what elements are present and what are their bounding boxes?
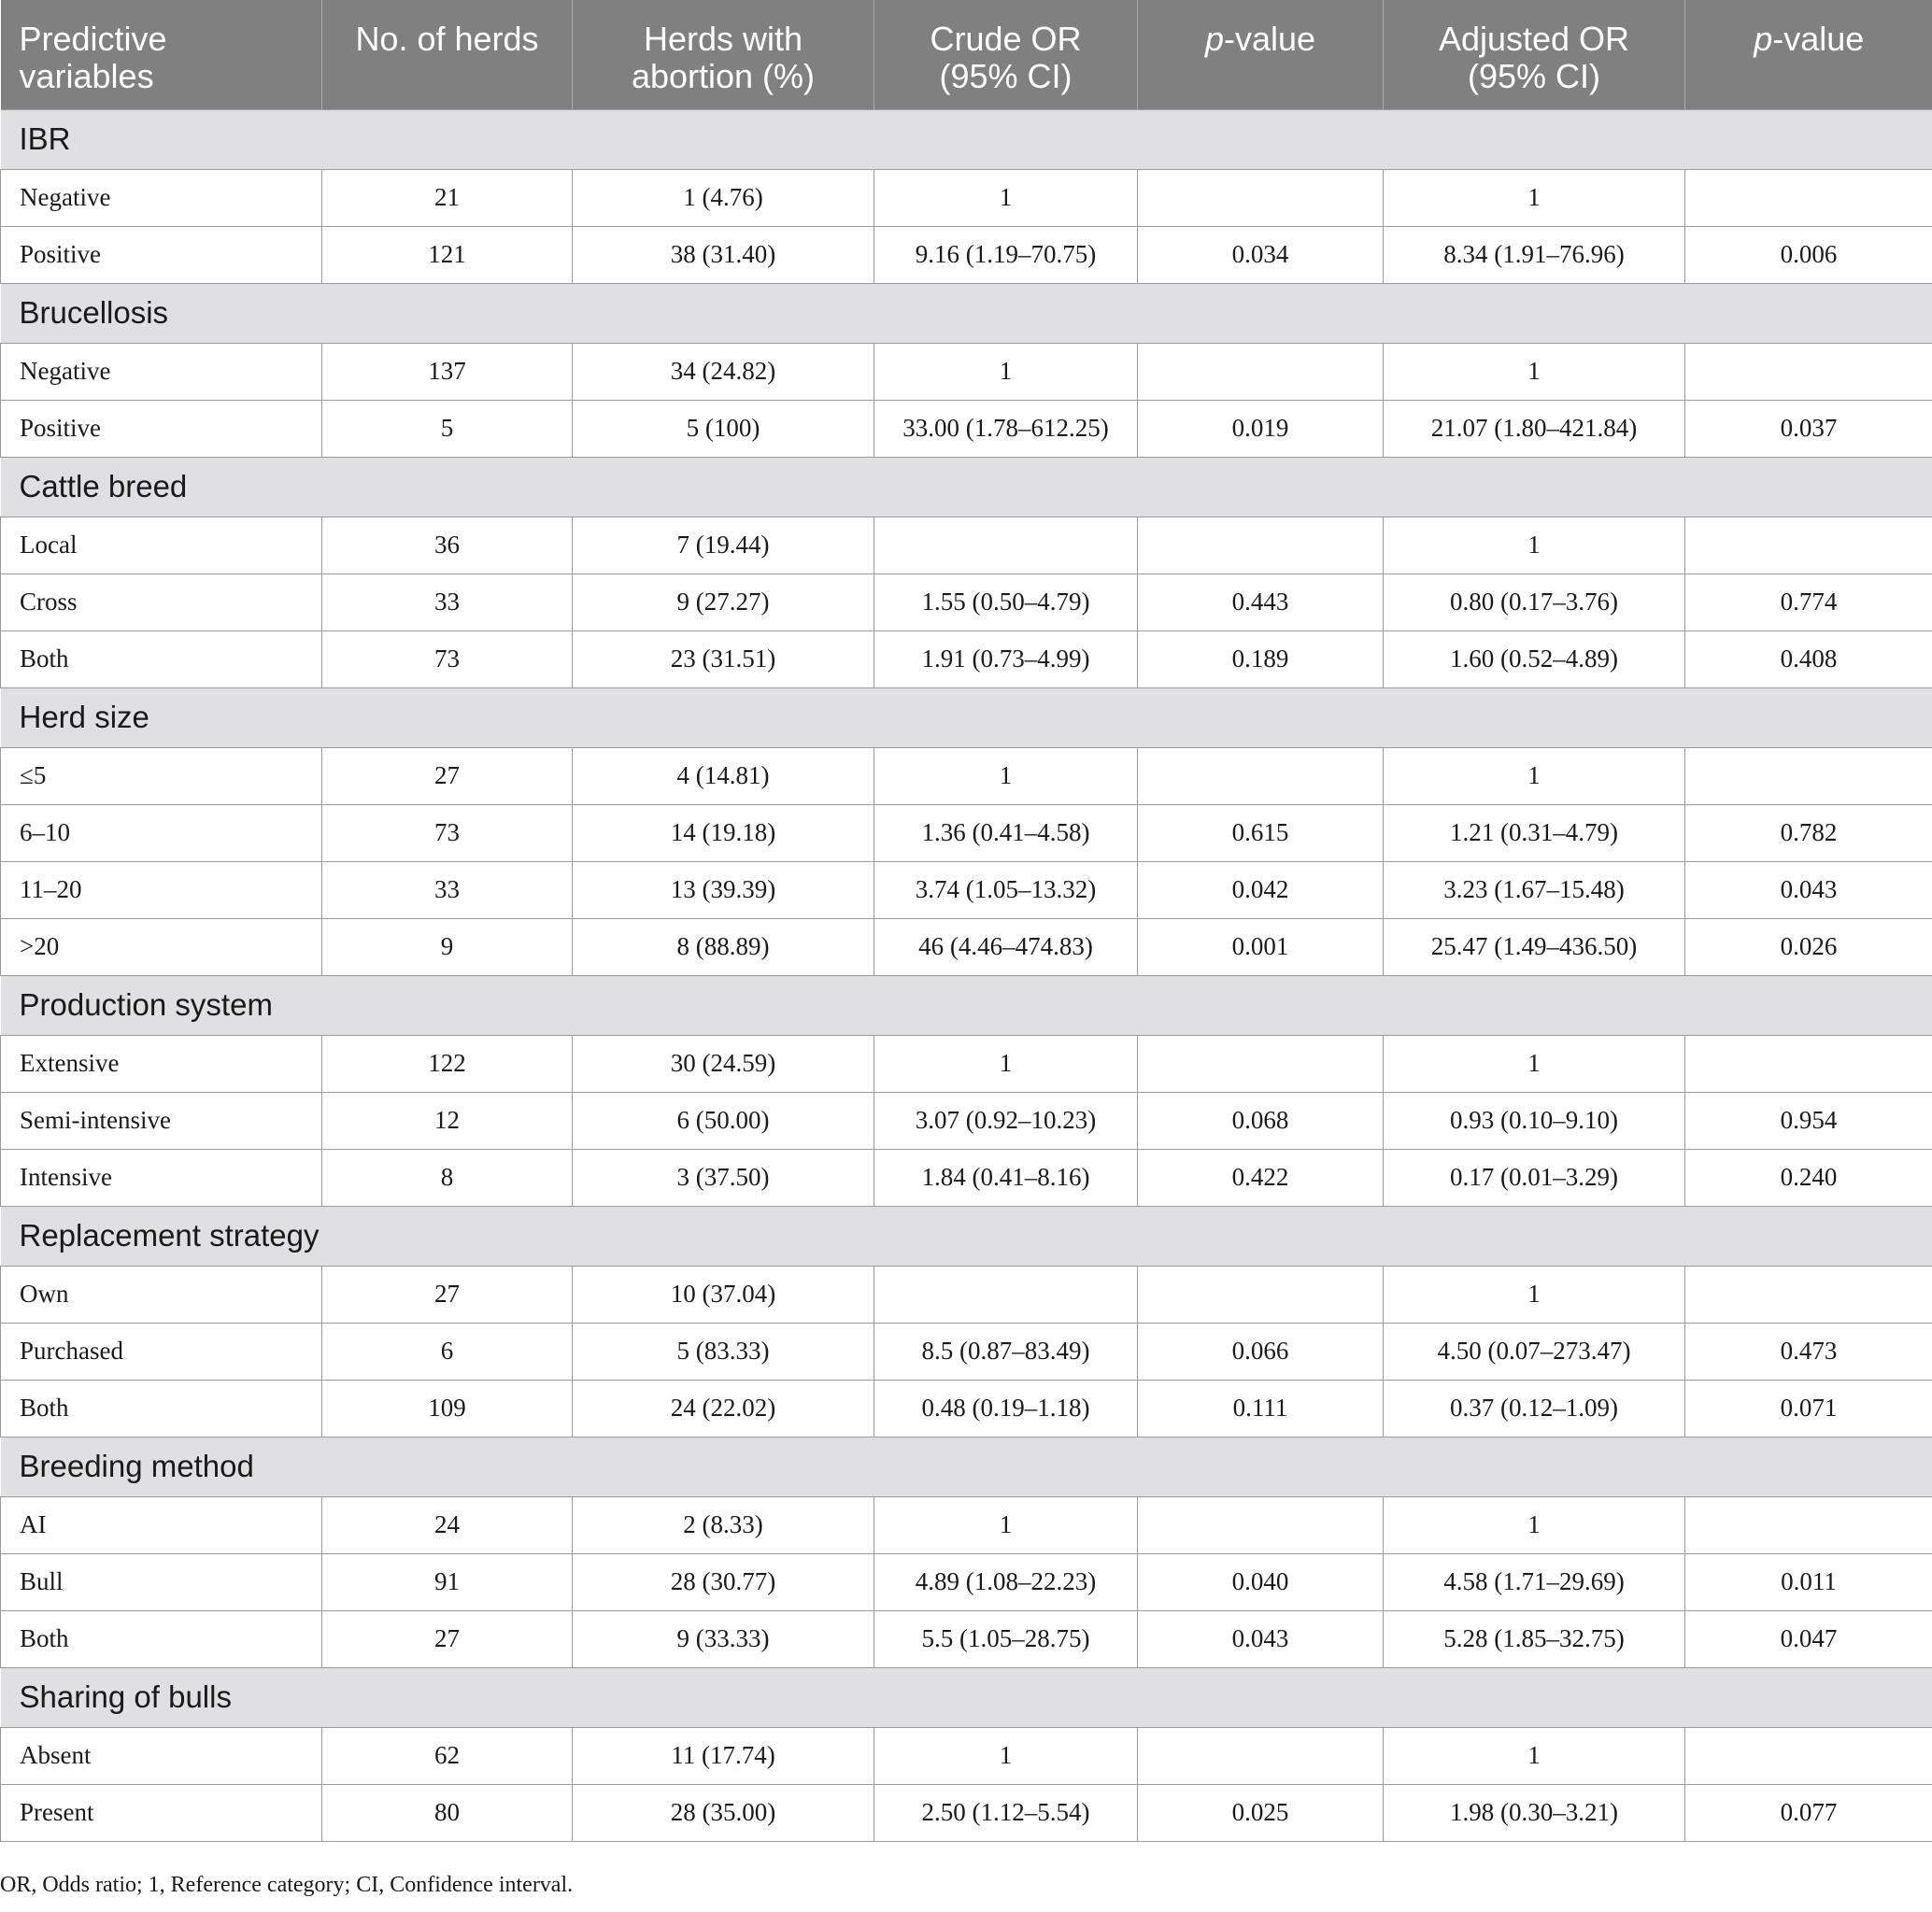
cell-herds-with-abortion: 24 (22.02) (573, 1380, 874, 1437)
cell-crude-p-value (1138, 1266, 1384, 1323)
cell-crude-or: 1.91 (0.73–4.99) (874, 630, 1138, 687)
header-row (1, 0, 1932, 109)
cell-variable: Negative (1, 343, 322, 400)
cell-variable: Present (1, 1784, 322, 1841)
cell-adjusted-or: 1 (1384, 1035, 1685, 1092)
cell-crude-or: 46 (4.46–474.83) (874, 918, 1138, 975)
table-header (1, 0, 1932, 109)
cell-crude-or: 3.07 (0.92–10.23) (874, 1092, 1138, 1149)
cell-adjusted-p-value: 0.006 (1685, 226, 1932, 283)
cell-adjusted-or: 1 (1384, 1266, 1685, 1323)
table-body (1, 109, 1932, 1841)
table-row (1, 1610, 1932, 1667)
cell-no-of-herds: 9 (322, 918, 573, 975)
header-predictive-variables: Predictive variables (1, 0, 322, 109)
table-row (1, 1784, 1932, 1841)
table-row (1, 918, 1932, 975)
cell-herds-with-abortion: 8 (88.89) (573, 918, 874, 975)
cell-adjusted-or: 1.60 (0.52–4.89) (1384, 630, 1685, 687)
cell-crude-p-value: 0.043 (1138, 1610, 1384, 1667)
cell-crude-or: 33.00 (1.78–612.25) (874, 400, 1138, 457)
cell-adjusted-p-value (1685, 1727, 1932, 1784)
cell-variable: ≤5 (1, 747, 322, 804)
cell-crude-or: 1.55 (0.50–4.79) (874, 574, 1138, 630)
table-row (1, 169, 1932, 226)
cell-variable: 6–10 (1, 804, 322, 861)
cell-no-of-herds: 24 (322, 1496, 573, 1553)
cell-adjusted-p-value: 0.047 (1685, 1610, 1932, 1667)
cell-crude-p-value: 0.040 (1138, 1553, 1384, 1610)
cell-adjusted-p-value: 0.011 (1685, 1553, 1932, 1610)
cell-crude-p-value: 0.025 (1138, 1784, 1384, 1841)
header-crude-p-value: p-value (1138, 0, 1384, 109)
cell-no-of-herds: 36 (322, 517, 573, 574)
cell-herds-with-abortion: 1 (4.76) (573, 169, 874, 226)
cell-crude-or: 1 (874, 1727, 1138, 1784)
cell-adjusted-or: 0.17 (0.01–3.29) (1384, 1149, 1685, 1206)
cell-crude-or: 8.5 (0.87–83.49) (874, 1323, 1138, 1380)
table-row (1, 343, 1932, 400)
cell-adjusted-or: 0.80 (0.17–3.76) (1384, 574, 1685, 630)
cell-no-of-herds: 21 (322, 169, 573, 226)
cell-adjusted-p-value (1685, 1035, 1932, 1092)
cell-crude-p-value: 0.034 (1138, 226, 1384, 283)
cell-crude-or (874, 1266, 1138, 1323)
group-label: Cattle breed (1, 457, 1932, 517)
table-row (1, 400, 1932, 457)
cell-no-of-herds: 33 (322, 574, 573, 630)
cell-no-of-herds: 12 (322, 1092, 573, 1149)
cell-no-of-herds: 121 (322, 226, 573, 283)
cell-herds-with-abortion: 3 (37.50) (573, 1149, 874, 1206)
cell-herds-with-abortion: 34 (24.82) (573, 343, 874, 400)
cell-adjusted-or: 1 (1384, 1727, 1685, 1784)
cell-crude-or: 1 (874, 343, 1138, 400)
cell-adjusted-or: 1 (1384, 747, 1685, 804)
cell-variable: Cross (1, 574, 322, 630)
cell-adjusted-p-value (1685, 1266, 1932, 1323)
cell-no-of-herds: 137 (322, 343, 573, 400)
table-row (1, 630, 1932, 687)
cell-adjusted-p-value (1685, 343, 1932, 400)
cell-adjusted-p-value: 0.473 (1685, 1323, 1932, 1380)
cell-adjusted-p-value: 0.408 (1685, 630, 1932, 687)
cell-crude-or: 3.74 (1.05–13.32) (874, 861, 1138, 918)
cell-crude-p-value: 0.615 (1138, 804, 1384, 861)
header-herds-with-abortion: Herds with abortion (%) (573, 0, 874, 109)
cell-adjusted-or: 25.47 (1.49–436.50) (1384, 918, 1685, 975)
group-header-row (1, 283, 1932, 343)
cell-adjusted-or: 0.93 (0.10–9.10) (1384, 1092, 1685, 1149)
cell-variable: Positive (1, 400, 322, 457)
cell-herds-with-abortion: 2 (8.33) (573, 1496, 874, 1553)
cell-adjusted-p-value: 0.071 (1685, 1380, 1932, 1437)
cell-herds-with-abortion: 9 (33.33) (573, 1610, 874, 1667)
cell-herds-with-abortion: 6 (50.00) (573, 1092, 874, 1149)
cell-adjusted-or: 4.50 (0.07–273.47) (1384, 1323, 1685, 1380)
cell-herds-with-abortion: 7 (19.44) (573, 517, 874, 574)
cell-adjusted-or: 1.98 (0.30–3.21) (1384, 1784, 1685, 1841)
cell-adjusted-or: 1 (1384, 169, 1685, 226)
cell-adjusted-p-value: 0.954 (1685, 1092, 1932, 1149)
table-row (1, 804, 1932, 861)
cell-crude-p-value: 0.066 (1138, 1323, 1384, 1380)
cell-no-of-herds: 122 (322, 1035, 573, 1092)
cell-adjusted-p-value (1685, 169, 1932, 226)
header-no-of-herds: No. of herds (322, 0, 573, 109)
cell-crude-p-value: 0.111 (1138, 1380, 1384, 1437)
cell-herds-with-abortion: 28 (30.77) (573, 1553, 874, 1610)
cell-adjusted-or: 5.28 (1.85–32.75) (1384, 1610, 1685, 1667)
cell-no-of-herds: 73 (322, 804, 573, 861)
table-row (1, 1727, 1932, 1784)
cell-no-of-herds: 91 (322, 1553, 573, 1610)
cell-adjusted-or: 3.23 (1.67–15.48) (1384, 861, 1685, 918)
table-row (1, 1149, 1932, 1206)
cell-no-of-herds: 33 (322, 861, 573, 918)
cell-variable: >20 (1, 918, 322, 975)
table-footnote: OR, Odds ratio; 1, Reference category; CI, Confidence interval. (0, 1873, 574, 1897)
cell-crude-or: 0.48 (0.19–1.18) (874, 1380, 1138, 1437)
cell-variable: Extensive (1, 1035, 322, 1092)
cell-no-of-herds: 80 (322, 1784, 573, 1841)
cell-adjusted-p-value (1685, 747, 1932, 804)
cell-no-of-herds: 109 (322, 1380, 573, 1437)
cell-crude-p-value: 0.001 (1138, 918, 1384, 975)
table-row (1, 861, 1932, 918)
cell-herds-with-abortion: 38 (31.40) (573, 226, 874, 283)
cell-herds-with-abortion: 23 (31.51) (573, 630, 874, 687)
cell-variable: Positive (1, 226, 322, 283)
cell-adjusted-p-value: 0.026 (1685, 918, 1932, 975)
cell-variable: Absent (1, 1727, 322, 1784)
cell-crude-p-value (1138, 169, 1384, 226)
cell-crude-p-value: 0.068 (1138, 1092, 1384, 1149)
cell-no-of-herds: 27 (322, 1266, 573, 1323)
group-label: Sharing of bulls (1, 1667, 1932, 1727)
cell-variable: Bull (1, 1553, 322, 1610)
header-crude-or: Crude OR (95% CI) (874, 0, 1138, 109)
table-row (1, 517, 1932, 574)
group-header-row (1, 109, 1932, 169)
cell-no-of-herds: 8 (322, 1149, 573, 1206)
cell-adjusted-or: 1 (1384, 517, 1685, 574)
group-header-row (1, 1667, 1932, 1727)
cell-crude-or: 1 (874, 169, 1138, 226)
group-label: Replacement strategy (1, 1206, 1932, 1266)
cell-crude-or: 2.50 (1.12–5.54) (874, 1784, 1138, 1841)
cell-crude-p-value (1138, 1496, 1384, 1553)
table-row (1, 1496, 1932, 1553)
group-label: Brucellosis (1, 283, 1932, 343)
cell-crude-or: 1 (874, 747, 1138, 804)
table-row (1, 1553, 1932, 1610)
group-header-row (1, 1437, 1932, 1496)
cell-variable: Both (1, 630, 322, 687)
cell-no-of-herds: 73 (322, 630, 573, 687)
cell-crude-or: 5.5 (1.05–28.75) (874, 1610, 1138, 1667)
group-label: Herd size (1, 687, 1932, 747)
table-row (1, 1266, 1932, 1323)
cell-adjusted-p-value: 0.774 (1685, 574, 1932, 630)
table-row (1, 1380, 1932, 1437)
cell-herds-with-abortion: 30 (24.59) (573, 1035, 874, 1092)
cell-adjusted-or: 21.07 (1.80–421.84) (1384, 400, 1685, 457)
table-row (1, 1323, 1932, 1380)
cell-adjusted-or: 1.21 (0.31–4.79) (1384, 804, 1685, 861)
cell-herds-with-abortion: 9 (27.27) (573, 574, 874, 630)
cell-herds-with-abortion: 14 (19.18) (573, 804, 874, 861)
cell-no-of-herds: 27 (322, 747, 573, 804)
cell-crude-p-value: 0.042 (1138, 861, 1384, 918)
group-label: Breeding method (1, 1437, 1932, 1496)
cell-adjusted-p-value: 0.037 (1685, 400, 1932, 457)
cell-adjusted-p-value (1685, 517, 1932, 574)
cell-adjusted-or: 1 (1384, 343, 1685, 400)
table-row (1, 747, 1932, 804)
table-row (1, 1092, 1932, 1149)
table-row (1, 226, 1932, 283)
cell-adjusted-p-value: 0.782 (1685, 804, 1932, 861)
cell-herds-with-abortion: 4 (14.81) (573, 747, 874, 804)
cell-adjusted-p-value: 0.077 (1685, 1784, 1932, 1841)
cell-adjusted-or: 4.58 (1.71–29.69) (1384, 1553, 1685, 1610)
cell-adjusted-p-value (1685, 1496, 1932, 1553)
cell-adjusted-or: 8.34 (1.91–76.96) (1384, 226, 1685, 283)
cell-crude-p-value: 0.189 (1138, 630, 1384, 687)
cell-adjusted-p-value: 0.240 (1685, 1149, 1932, 1206)
header-adjusted-or: Adjusted OR (95% CI) (1384, 0, 1685, 109)
cell-crude-or: 4.89 (1.08–22.23) (874, 1553, 1138, 1610)
cell-herds-with-abortion: 13 (39.39) (573, 861, 874, 918)
cell-crude-or: 1 (874, 1035, 1138, 1092)
cell-variable: AI (1, 1496, 322, 1553)
cell-crude-p-value (1138, 1727, 1384, 1784)
cell-crude-p-value: 0.019 (1138, 400, 1384, 457)
cell-herds-with-abortion: 11 (17.74) (573, 1727, 874, 1784)
group-label: Production system (1, 975, 1932, 1035)
table-row (1, 1035, 1932, 1092)
table-row (1, 574, 1932, 630)
cell-adjusted-p-value: 0.043 (1685, 861, 1932, 918)
cell-variable: Semi-intensive (1, 1092, 322, 1149)
cell-crude-p-value (1138, 1035, 1384, 1092)
cell-herds-with-abortion: 5 (100) (573, 400, 874, 457)
group-header-row (1, 457, 1932, 517)
cell-crude-or: 1 (874, 1496, 1138, 1553)
cell-no-of-herds: 62 (322, 1727, 573, 1784)
cell-variable: Purchased (1, 1323, 322, 1380)
cell-no-of-herds: 27 (322, 1610, 573, 1667)
cell-crude-p-value: 0.443 (1138, 574, 1384, 630)
cell-variable: 11–20 (1, 861, 322, 918)
group-header-row (1, 1206, 1932, 1266)
cell-crude-or (874, 517, 1138, 574)
cell-crude-p-value (1138, 343, 1384, 400)
cell-no-of-herds: 6 (322, 1323, 573, 1380)
group-header-row (1, 687, 1932, 747)
cell-crude-or: 1.36 (0.41–4.58) (874, 804, 1138, 861)
cell-herds-with-abortion: 28 (35.00) (573, 1784, 874, 1841)
cell-variable: Own (1, 1266, 322, 1323)
cell-herds-with-abortion: 10 (37.04) (573, 1266, 874, 1323)
cell-variable: Intensive (1, 1149, 322, 1206)
cell-variable: Both (1, 1610, 322, 1667)
group-header-row (1, 975, 1932, 1035)
cell-no-of-herds: 5 (322, 400, 573, 457)
cell-adjusted-or: 1 (1384, 1496, 1685, 1553)
header-adjusted-p-value: p-value (1685, 0, 1932, 109)
cell-crude-or: 9.16 (1.19–70.75) (874, 226, 1138, 283)
cell-variable: Local (1, 517, 322, 574)
cell-herds-with-abortion: 5 (83.33) (573, 1323, 874, 1380)
cell-crude-or: 1.84 (0.41–8.16) (874, 1149, 1138, 1206)
cell-adjusted-or: 0.37 (0.12–1.09) (1384, 1380, 1685, 1437)
cell-crude-p-value (1138, 517, 1384, 574)
group-label: IBR (1, 109, 1932, 169)
cell-crude-p-value: 0.422 (1138, 1149, 1384, 1206)
cell-variable: Both (1, 1380, 322, 1437)
cell-crude-p-value (1138, 747, 1384, 804)
cell-variable: Negative (1, 169, 322, 226)
